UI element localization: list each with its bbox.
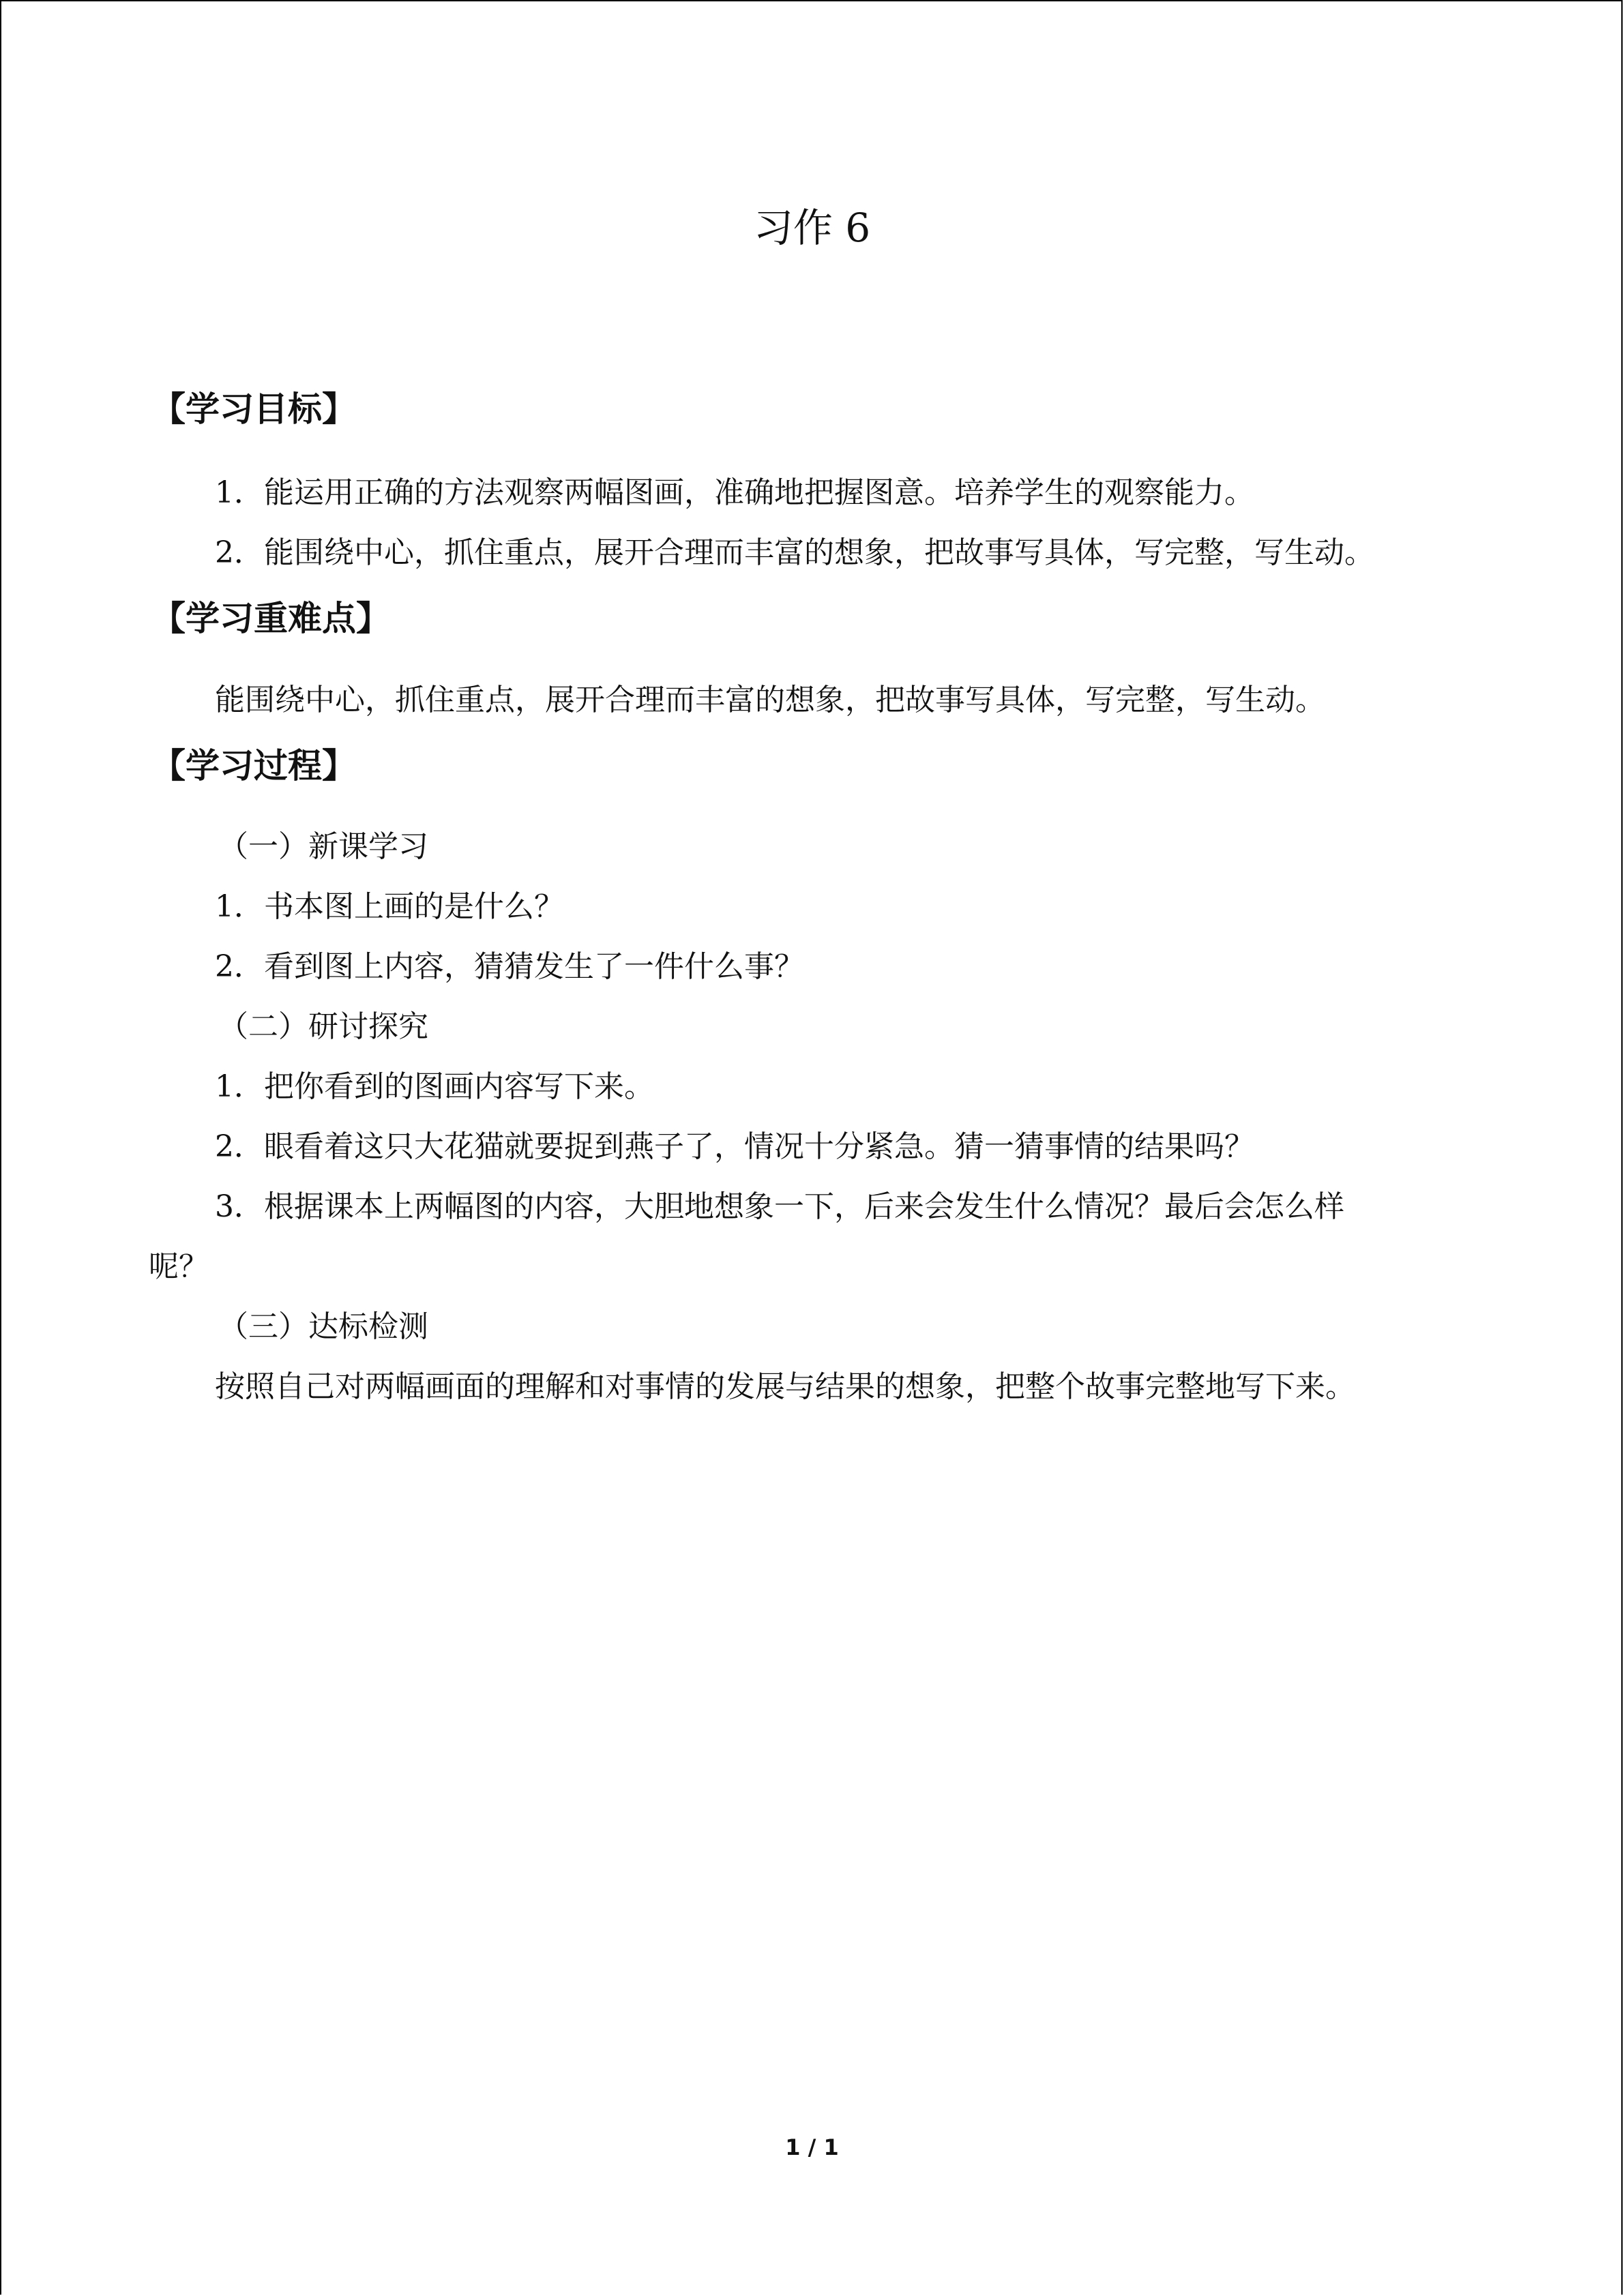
- document-title: 习作 6: [753, 205, 871, 251]
- process-part-1-item-2: 2．看到图上内容，猜猜发生了一件什么事？: [215, 949, 804, 984]
- process-part-1-item-1: 1．书本图上画的是什么？: [215, 889, 564, 924]
- process-part-2-item-3: 3．根据课本上两幅图的内容，大胆地想象一下，后来会发生什么情况？最后会怎么样: [215, 1189, 1344, 1224]
- process-part-1-label: （一）新课学习: [218, 829, 428, 864]
- page-number: 1 / 1: [785, 2134, 839, 2160]
- section-heading-process: 【学习过程】: [151, 746, 356, 786]
- process-part-3-label: （三）达标检测: [218, 1309, 428, 1344]
- section-heading-goals: 【学习目标】: [151, 389, 356, 429]
- section-heading-key-points: 【学习重难点】: [151, 599, 390, 638]
- process-part-2-item-3-continued: 呢？: [149, 1249, 209, 1284]
- goal-item-2: 2．能围绕中心，抓住重点，展开合理而丰富的想象，把故事写具体，写完整，写生动。: [215, 535, 1374, 570]
- key-points-text: 能围绕中心，抓住重点，展开合理而丰富的想象，把故事写具体，写完整，写生动。: [215, 683, 1325, 717]
- process-part-3-text: 按照自己对两幅画面的理解和对事情的发展与结果的想象，把整个故事完整地写下来。: [215, 1369, 1355, 1404]
- goal-item-1: 1．能运用正确的方法观察两幅图画，准确地把握图意。培养学生的观察能力。: [215, 475, 1254, 510]
- process-part-2-item-1: 1．把你看到的图画内容写下来。: [215, 1069, 654, 1104]
- process-part-2-item-2: 2．眼看着这只大花猫就要捉到燕子了，情况十分紧急。猜一猜事情的结果吗？: [215, 1129, 1254, 1164]
- process-part-2-label: （二）研讨探究: [218, 1009, 428, 1044]
